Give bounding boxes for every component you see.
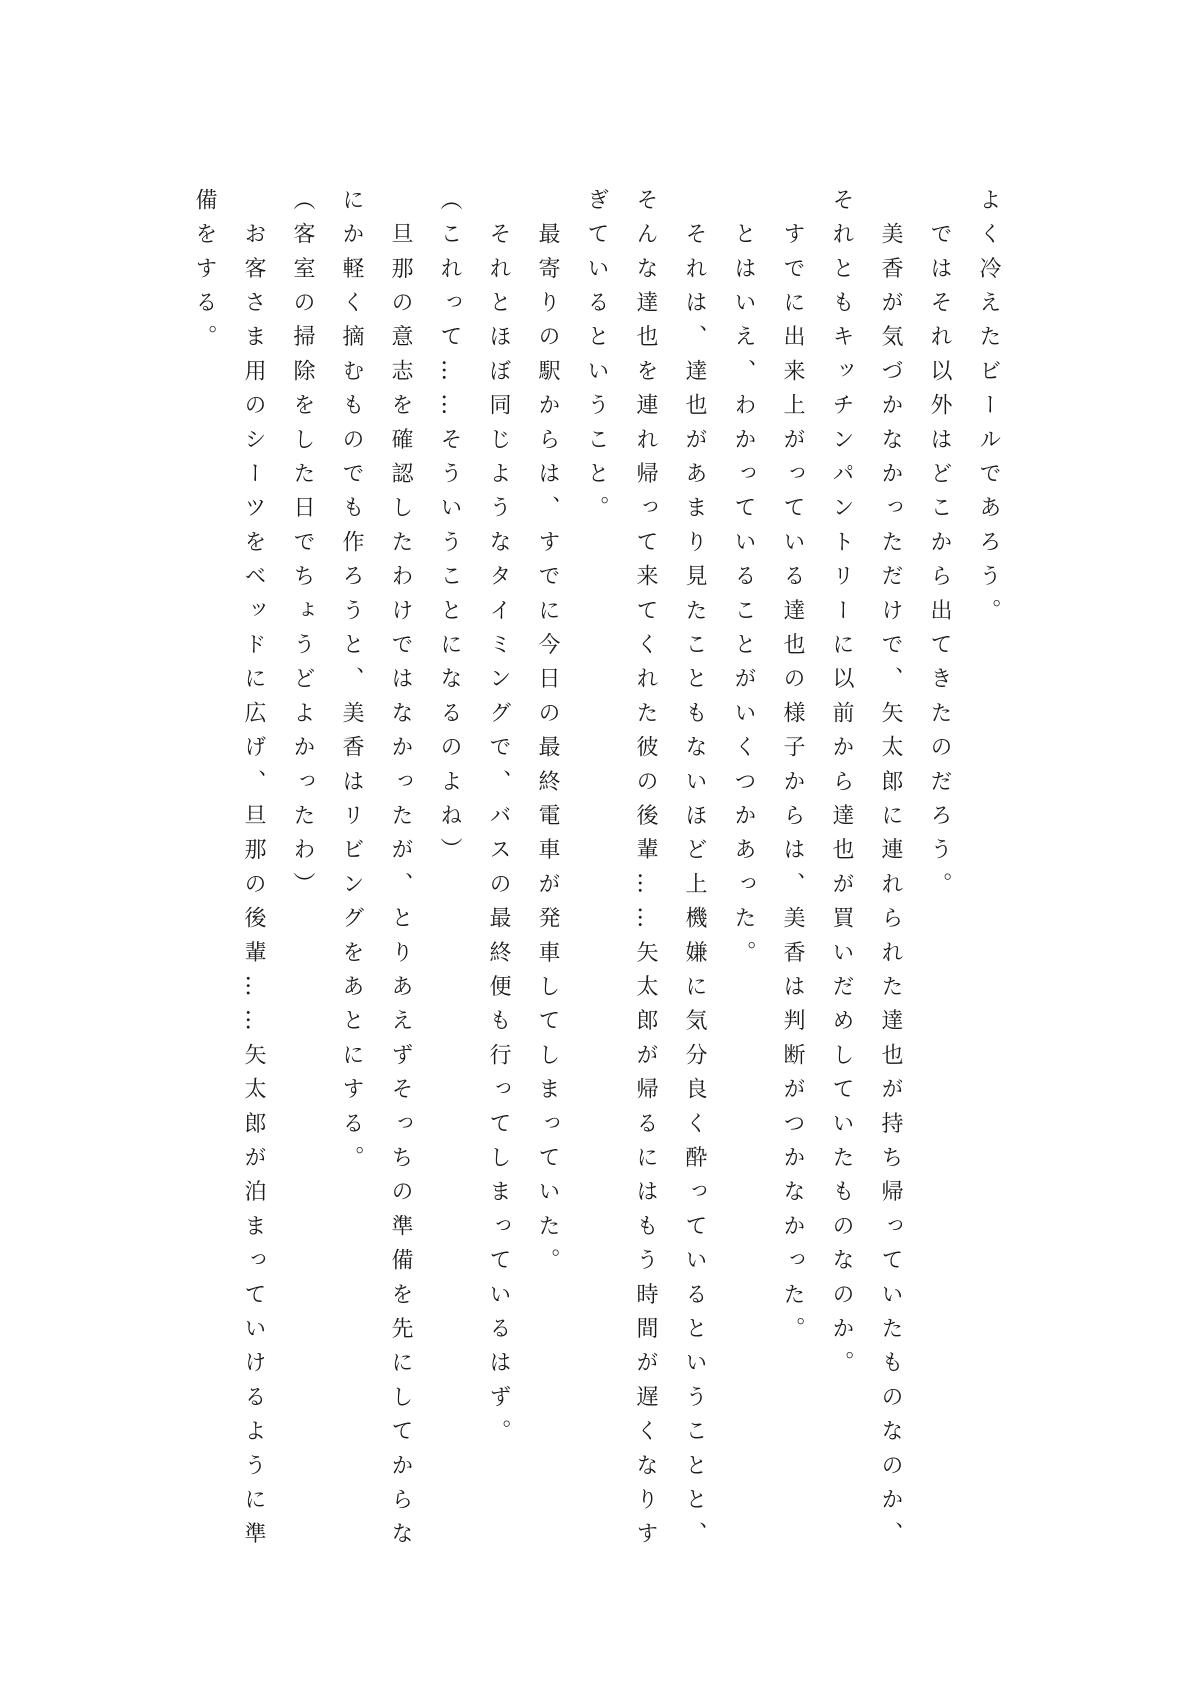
text-line: それともキッチンパントリーに以前から達也が買いだめしていたものなのか。 — [829, 188, 854, 1385]
text-line: ぎているということ。 — [584, 188, 609, 530]
text-line: とはいえ、わかっていることがいくつかあった。 — [731, 188, 756, 975]
text-line: 美香が気づかなかっただけで、矢太郎に連れられた達也が持ち帰っていたものなのか、 — [878, 188, 903, 1556]
text-line: にか軽く摘むものでも作ろうと、美香はリビングをあとにする。 — [339, 188, 364, 1180]
text-line: （客室の掃除をした日でちょうどよかったわ） — [290, 188, 315, 907]
text-line: お客さま用のシーツをベッドに広げ、旦那の後輩……矢太郎が泊まっていけるように準 — [241, 188, 266, 1556]
text-line: すでに出来上がっている達也の様子からは、美香は判断がつかなかった。 — [780, 188, 805, 1351]
text-line: ではそれ以外はどこから出てきたのだろう。 — [927, 188, 952, 907]
text-line: それとほぼ同じようなタイミングで、バスの最終便も行ってしまっているはず。 — [486, 188, 511, 1454]
text-line: よく冷えたビールであろう。 — [976, 188, 1001, 633]
text-line: 備をする。 — [192, 188, 217, 359]
vertical-text-body — [180, 188, 1013, 1556]
text-line: そんな達也を連れ帰って来てくれた彼の後輩……矢太郎が帰るにはもう時間が遅くなりす — [633, 188, 658, 1556]
text-line: （これって……そういうことになるのよね） — [437, 188, 462, 872]
text-line: 旦那の意志を確認したわけではなかったが、とりあえずそっちの準備を先にしてからな — [388, 188, 413, 1556]
text-line: それは、達也があまり見たこともないほど上機嫌に気分良く酔っているということと、 — [682, 188, 707, 1556]
text-line: 最寄りの駅からは、すでに今日の最終電車が発車してしまっていた。 — [535, 188, 560, 1283]
